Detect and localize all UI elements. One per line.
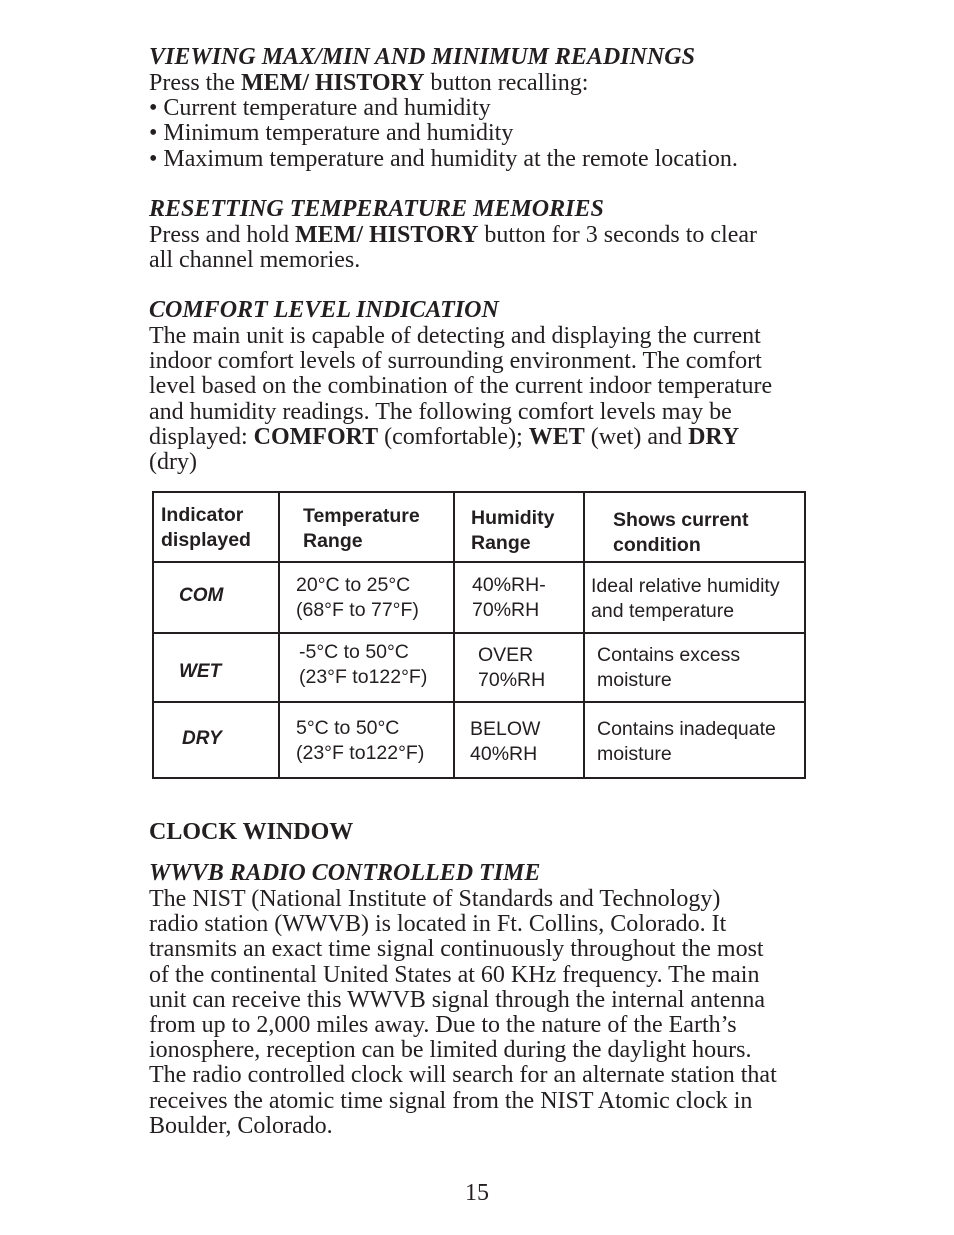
humidity-range-line-1: 40%RH- xyxy=(472,574,546,596)
table-divider xyxy=(154,632,804,634)
wwvb-line-10: Boulder, Colorado. xyxy=(149,1112,333,1139)
resetting-line-1 xyxy=(149,223,819,248)
temp-range-celsius: -5°C to 50°C xyxy=(299,641,409,663)
bullet-current: • Current temperature and humidity xyxy=(149,95,491,122)
wwvb-line-1: The NIST (National Institute of Standards and Technology) xyxy=(149,886,721,912)
humidity-range-line-1: BELOW xyxy=(470,718,541,740)
condition-line-2: moisture xyxy=(597,743,672,765)
temp-range-com xyxy=(296,573,419,623)
dry-label: DRY xyxy=(688,423,740,450)
condition-line-2: moisture xyxy=(597,669,672,691)
heading-resetting-memories: RESETTING TEMPERATURE MEMORIES xyxy=(149,196,604,222)
temp-range-fahrenheit: (23°F to122°F) xyxy=(296,742,425,764)
temp-range-celsius: 5°C to 50°C xyxy=(296,717,400,739)
condition-dry xyxy=(597,717,776,767)
wwvb-line-9: receives the atomic time signal from the NIST Atomic clock in xyxy=(149,1087,753,1114)
header-condition-line-2: condition xyxy=(613,534,701,556)
header-condition-line-1: Shows current xyxy=(613,509,749,531)
humidity-range-dry xyxy=(470,717,540,767)
table-divider xyxy=(278,493,280,777)
header-humidity-line-1: Humidity xyxy=(471,507,555,529)
header-indicator-line-1: Indicator xyxy=(161,504,244,526)
comfort-line-6: (dry) xyxy=(149,449,197,476)
condition-line-1: Ideal relative humidity xyxy=(591,575,780,597)
header-temperature-line-1: Temperature xyxy=(303,505,420,527)
wet-label: WET xyxy=(528,423,585,450)
comfort-text: displayed: xyxy=(149,423,254,450)
comfort-line-5 xyxy=(149,425,819,450)
table-divider xyxy=(583,493,585,777)
humidity-range-com xyxy=(472,573,546,623)
condition-line-1: Contains inadequate xyxy=(597,718,776,740)
viewing-intro xyxy=(149,71,819,96)
intro-text: Press the xyxy=(149,70,241,96)
comfort-text: (comfortable); xyxy=(378,423,529,450)
comfort-paragraph xyxy=(149,324,819,475)
resetting-paragraph xyxy=(149,223,819,273)
condition-com xyxy=(591,574,780,624)
heading-comfort-level: COMFORT LEVEL INDICATION xyxy=(149,297,499,323)
comfort-label: COMFORT xyxy=(253,423,379,450)
table-divider xyxy=(453,493,455,777)
heading-wwvb-radio: WWVB RADIO CONTROLLED TIME xyxy=(149,860,541,886)
comfort-text: (wet) and xyxy=(584,423,689,450)
comfort-line-2: indoor comfort levels of surrounding environment. The comfort xyxy=(149,348,762,375)
wwvb-line-6: from up to 2,000 miles away. Due to the nature of the Earth’s xyxy=(149,1012,737,1039)
header-humidity-line-2: Range xyxy=(471,532,531,554)
humidity-range-wet xyxy=(478,643,545,693)
temp-range-fahrenheit: (68°F to 77°F) xyxy=(296,599,419,621)
temp-range-wet xyxy=(299,640,427,690)
comfort-table xyxy=(152,491,806,779)
viewing-paragraph xyxy=(149,71,819,172)
comfort-line-3: level based on the combination of the current indoor temperature xyxy=(149,373,773,400)
page-number: 15 xyxy=(465,1180,489,1206)
humidity-range-line-2: 70%RH xyxy=(478,669,546,691)
comfort-line-4: and humidity readings. The following comfort levels may be xyxy=(149,398,732,425)
wwvb-line-8: The radio controlled clock will search for an alternate station that xyxy=(149,1062,777,1089)
header-humidity xyxy=(471,506,554,556)
header-condition xyxy=(613,508,748,558)
header-indicator-line-2: displayed xyxy=(161,529,251,551)
condition-line-1: Contains excess xyxy=(597,644,741,666)
wwvb-line-2: radio station (WWVB) is located in Ft. Collins, Colorado. It xyxy=(149,911,727,938)
bullet-minimum: • Minimum temperature and humidity xyxy=(149,120,514,147)
header-temperature-line-2: Range xyxy=(303,530,363,552)
temp-range-dry xyxy=(296,716,424,766)
wwvb-line-3: transmits an exact time signal continuously throughout the most xyxy=(149,936,764,963)
humidity-range-line-2: 70%RH xyxy=(472,599,540,621)
bullet-maximum: • Maximum temperature and humidity at the remote location. xyxy=(149,145,738,172)
intro-text-end: button recalling: xyxy=(424,70,589,96)
temp-range-celsius: 20°C to 25°C xyxy=(296,574,411,596)
temp-range-fahrenheit: (23°F to122°F) xyxy=(299,666,428,688)
header-indicator xyxy=(161,503,251,553)
comfort-line-1: The main unit is capable of detecting and displaying the current xyxy=(149,323,761,349)
resetting-text: Press and hold xyxy=(149,222,295,248)
heading-clock-window: CLOCK WINDOW xyxy=(149,819,354,845)
humidity-range-line-1: OVER xyxy=(478,644,534,666)
table-divider xyxy=(154,701,804,703)
wwvb-line-7: ionosphere, reception can be limited during the daylight hours. xyxy=(149,1037,752,1064)
resetting-line-2: all channel memories. xyxy=(149,247,361,274)
indicator-dry: DRY xyxy=(182,728,222,749)
table-divider xyxy=(154,561,804,563)
wwvb-line-5: unit can receive this WWVB signal through the internal antenna xyxy=(149,986,766,1013)
heading-viewing-max-min: VIEWING MAX/MIN AND MINIMUM READINNGS xyxy=(149,44,695,70)
header-temperature xyxy=(303,504,420,554)
condition-wet xyxy=(597,643,740,693)
condition-line-2: and temperature xyxy=(591,600,735,622)
humidity-range-line-2: 40%RH xyxy=(470,743,538,765)
mem-history-label: MEM/ HISTORY xyxy=(295,222,479,248)
resetting-text-end: button for 3 seconds to clear xyxy=(478,222,757,248)
mem-history-label: MEM/ HISTORY xyxy=(241,70,425,96)
indicator-com: COM xyxy=(179,585,224,606)
wwvb-line-4: of the continental United States at 60 KHz frequency. The main xyxy=(149,961,760,988)
wwvb-paragraph xyxy=(149,887,819,1139)
indicator-wet: WET xyxy=(179,661,222,682)
